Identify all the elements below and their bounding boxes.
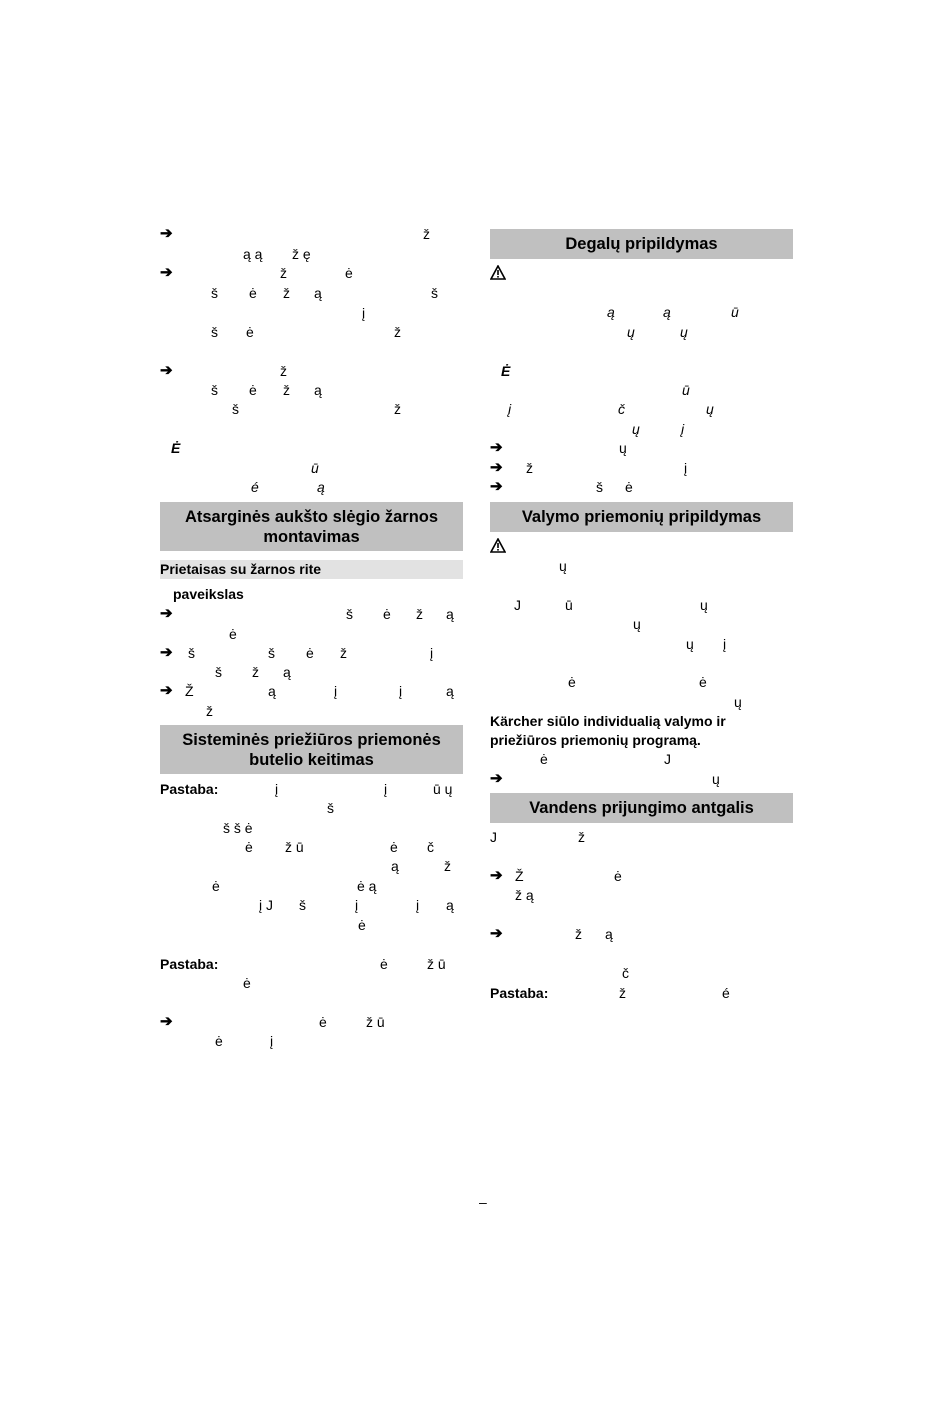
text-fragment: į xyxy=(723,636,727,652)
text-fragment: š xyxy=(188,645,195,661)
text-fragment: ū xyxy=(731,304,739,320)
text-fragment: ą ą xyxy=(243,246,263,262)
text-fragment: ą xyxy=(446,606,454,622)
text-fragment: ž ą xyxy=(515,887,534,903)
page-number: – xyxy=(479,1194,487,1210)
text-fragment: ė xyxy=(380,956,388,972)
text-fragment: ū xyxy=(682,382,690,398)
text-fragment: š xyxy=(232,401,239,417)
text-fragment: Ė xyxy=(171,440,181,456)
text-fragment: č xyxy=(427,839,434,855)
text-fragment: ė xyxy=(699,674,707,690)
arrow-right-icon: ➔ xyxy=(490,867,503,884)
text-fragment: J xyxy=(490,829,497,845)
text-fragment: ė xyxy=(568,674,576,690)
section-heading-fuel: Degalų pripildymas xyxy=(490,229,793,259)
text-fragment: į xyxy=(684,460,688,476)
text-fragment: ą xyxy=(317,479,325,495)
arrow-right-icon: ➔ xyxy=(160,264,173,281)
text-fragment: ž xyxy=(280,363,287,379)
text-fragment: Ž xyxy=(185,683,194,699)
text-fragment: ž xyxy=(575,926,582,942)
text-fragment: š xyxy=(211,382,218,398)
text-fragment: ą xyxy=(283,664,291,680)
note-label: Pastaba: xyxy=(490,985,549,1001)
text-fragment: ą xyxy=(268,683,276,699)
text-fragment: ė xyxy=(249,382,257,398)
text-fragment: ų xyxy=(627,324,635,340)
text-fragment: ų xyxy=(686,636,694,652)
arrow-right-icon: ➔ xyxy=(160,644,173,661)
text-fragment: į J xyxy=(259,897,273,913)
section-heading-water-connection: Vandens prijungimo antgalis xyxy=(490,793,793,823)
text-fragment: č xyxy=(618,401,625,417)
text-fragment: ų xyxy=(559,558,567,574)
text-fragment: ą xyxy=(391,858,399,874)
text-fragment: ą xyxy=(663,304,671,320)
text-fragment: į xyxy=(275,781,279,797)
text-fragment: ž xyxy=(283,285,290,301)
text-fragment: ė xyxy=(245,839,253,855)
text-fragment: ž xyxy=(423,226,430,242)
text-fragment: Ž xyxy=(515,868,524,884)
text-fragment: š xyxy=(215,664,222,680)
text-fragment: ė xyxy=(246,324,254,340)
text-fragment: ū xyxy=(565,597,573,613)
subheading-hose-reel: Prietaisas su žarnos rite xyxy=(160,560,463,579)
text-fragment: į xyxy=(416,897,420,913)
arrow-right-icon: ➔ xyxy=(490,770,503,787)
text-fragment: č xyxy=(622,965,629,981)
text-fragment: ė xyxy=(383,606,391,622)
text-fragment: ė xyxy=(215,1033,223,1049)
text-fragment: ė xyxy=(345,265,353,281)
text-fragment: į xyxy=(334,683,338,699)
text-fragment: ė xyxy=(614,868,622,884)
text-fragment: ą xyxy=(446,897,454,913)
text-fragment: ž xyxy=(394,324,401,340)
text-fragment: į xyxy=(681,421,685,437)
arrow-right-icon: ➔ xyxy=(490,459,503,476)
text-fragment: ž xyxy=(280,265,287,281)
text-fragment: š š ė xyxy=(223,820,253,836)
text-fragment: ė xyxy=(319,1014,327,1030)
text-fragment: ž xyxy=(206,703,213,719)
text-fragment: į xyxy=(384,781,388,797)
text-fragment: š xyxy=(211,285,218,301)
note-label: Pastaba: xyxy=(160,781,219,797)
karcher-program-text: Kärcher siūlo individualią valymo ir priežiūros priemonių programą. xyxy=(490,713,726,748)
arrow-right-icon: ➔ xyxy=(160,1013,173,1030)
text-fragment: ė xyxy=(229,626,237,642)
text-fragment: š xyxy=(431,285,438,301)
text-fragment: ž ū xyxy=(427,956,446,972)
text-fragment: ų xyxy=(700,597,708,613)
text-fragment: ž xyxy=(619,985,626,1001)
text-fragment: ą xyxy=(314,382,322,398)
text-fragment: ė xyxy=(243,975,251,991)
text-fragment: į xyxy=(270,1033,274,1049)
arrow-right-icon: ➔ xyxy=(490,925,503,942)
text-fragment: ž xyxy=(416,606,423,622)
section-heading-spare-hose: Atsarginės aukšto slėgio žarnos montavimas xyxy=(160,502,463,551)
text-fragment: į xyxy=(362,305,366,321)
text-fragment: ė ą xyxy=(357,878,377,894)
arrow-right-icon: ➔ xyxy=(160,605,173,622)
text-fragment: ė xyxy=(358,917,366,933)
text-fragment: ž ū xyxy=(285,839,304,855)
section-heading-cleaning-agent: Valymo priemonių pripildymas xyxy=(490,502,793,532)
text-fragment: ž xyxy=(394,401,401,417)
text-fragment: ų xyxy=(633,616,641,632)
text-fragment: é xyxy=(722,985,730,1001)
text-fragment: ų xyxy=(680,324,688,340)
text-fragment: š xyxy=(211,324,218,340)
text-fragment: ų xyxy=(706,401,714,417)
text-fragment: ą xyxy=(314,285,322,301)
text-fragment: š xyxy=(327,800,334,816)
text-fragment: į xyxy=(508,401,512,417)
text-fragment: į xyxy=(430,645,434,661)
text-fragment: ž xyxy=(340,645,347,661)
text-fragment: ė xyxy=(625,479,633,495)
text-fragment: ė xyxy=(249,285,257,301)
text-fragment: ų xyxy=(712,771,720,787)
arrow-right-icon: ➔ xyxy=(490,439,503,456)
text-fragment: ū ų xyxy=(433,781,453,797)
text-fragment: ž xyxy=(444,858,451,874)
text-fragment: į xyxy=(399,683,403,699)
arrow-right-icon: ➔ xyxy=(160,362,173,379)
text-fragment: Ė xyxy=(501,363,511,379)
text-fragment: š xyxy=(299,897,306,913)
arrow-right-icon: ➔ xyxy=(160,225,173,242)
note-label: Pastaba: xyxy=(160,956,219,972)
text-fragment: ž xyxy=(283,382,290,398)
text-fragment: J xyxy=(514,597,521,613)
text-fragment: ė xyxy=(212,878,220,894)
text-fragment: š xyxy=(346,606,353,622)
text-fragment: ž xyxy=(526,460,533,476)
figure-label: paveikslas xyxy=(173,586,244,602)
text-fragment: š xyxy=(596,479,603,495)
text-fragment: ė xyxy=(306,645,314,661)
text-fragment: ė xyxy=(390,839,398,855)
arrow-right-icon: ➔ xyxy=(490,478,503,495)
warning-triangle-icon xyxy=(490,265,506,281)
text-fragment: ž xyxy=(252,664,259,680)
text-fragment: ū xyxy=(311,460,319,476)
text-fragment: ž xyxy=(578,829,585,845)
text-fragment: ą xyxy=(605,926,613,942)
text-fragment: š xyxy=(268,645,275,661)
text-fragment: ą xyxy=(446,683,454,699)
text-fragment: ų xyxy=(632,421,640,437)
text-fragment: ž ū xyxy=(366,1014,385,1030)
text-fragment: J xyxy=(664,751,671,767)
text-fragment: ė xyxy=(540,751,548,767)
text-fragment: ų xyxy=(619,440,627,456)
text-fragment: ž ę xyxy=(292,246,311,262)
arrow-right-icon: ➔ xyxy=(160,682,173,699)
text-fragment: ą xyxy=(607,304,615,320)
section-heading-bottle-change: Sisteminės priežiūros priemonės butelio keitimas xyxy=(160,725,463,774)
text-fragment: é xyxy=(251,479,259,495)
warning-triangle-icon xyxy=(490,538,506,554)
text-fragment: ų xyxy=(734,694,742,710)
text-fragment: į xyxy=(355,897,359,913)
